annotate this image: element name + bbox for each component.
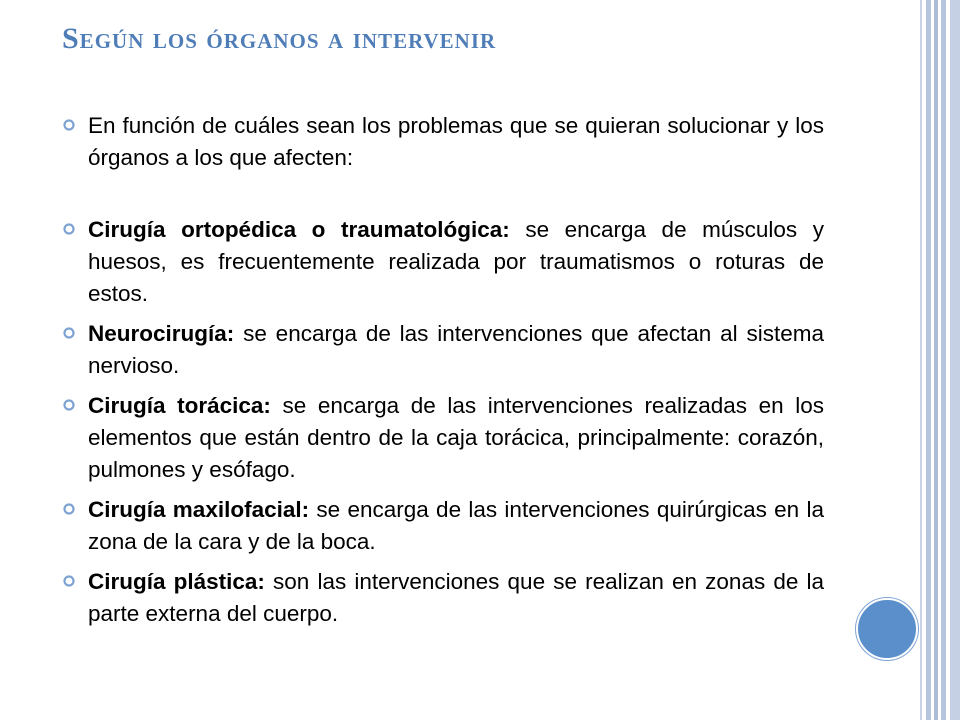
bullet-text: En función de cuáles sean los problemas que se quieran solucionar y los órganos a los que afecten: [88,113,824,170]
bullet-term: Cirugía ortopédica o traumatológica: [88,217,510,242]
bullet-text: se encarga de las intervenciones quirúrgicas en la zona de la cara y de la boca. [88,497,824,554]
bullet-item [62,110,824,174]
bullet-item [62,566,824,630]
decorative-stripe [926,0,931,720]
bullet-item [62,494,824,558]
bullet-term: Cirugía maxilofacial: [88,497,310,522]
bullet-text: se encarga de las intervenciones que afectan al sistema nervioso. [88,321,824,378]
hollow-circle-bullet-icon [62,566,82,598]
decorative-circle [856,598,918,660]
bullet-text: se encarga de músculos y huesos, es frecuentemente realizada por traumatismos o roturas de estos. [88,217,825,306]
decorative-stripe [950,0,960,720]
bullet-item [62,390,824,486]
bullet-text: son las intervenciones que se realizan en zonas de la parte externa del cuerpo. [88,569,824,626]
hollow-circle-bullet-icon [62,390,82,422]
slide-title: Según los órganos a intervenir [62,22,497,55]
bullet-term: Neurocirugía: [88,321,235,346]
bullet-term: Cirugía torácica: [88,393,271,418]
hollow-circle-bullet-icon [62,214,82,246]
bullet-list [62,110,824,630]
bullet-text: se encarga de las intervenciones realizadas en los elementos que están dentro de la caja torácica, principalmente: corazón, pulmones y esófago. [88,393,824,482]
bullet-item [62,318,824,382]
bullet-item [62,214,824,310]
hollow-circle-bullet-icon [62,494,82,526]
hollow-circle-bullet-icon [62,318,82,350]
hollow-circle-bullet-icon [62,110,82,142]
bullet-term: Cirugía plástica: [88,569,265,594]
decorative-stripe [920,0,922,720]
decorative-stripe [941,0,946,720]
decorative-stripe [934,0,938,720]
